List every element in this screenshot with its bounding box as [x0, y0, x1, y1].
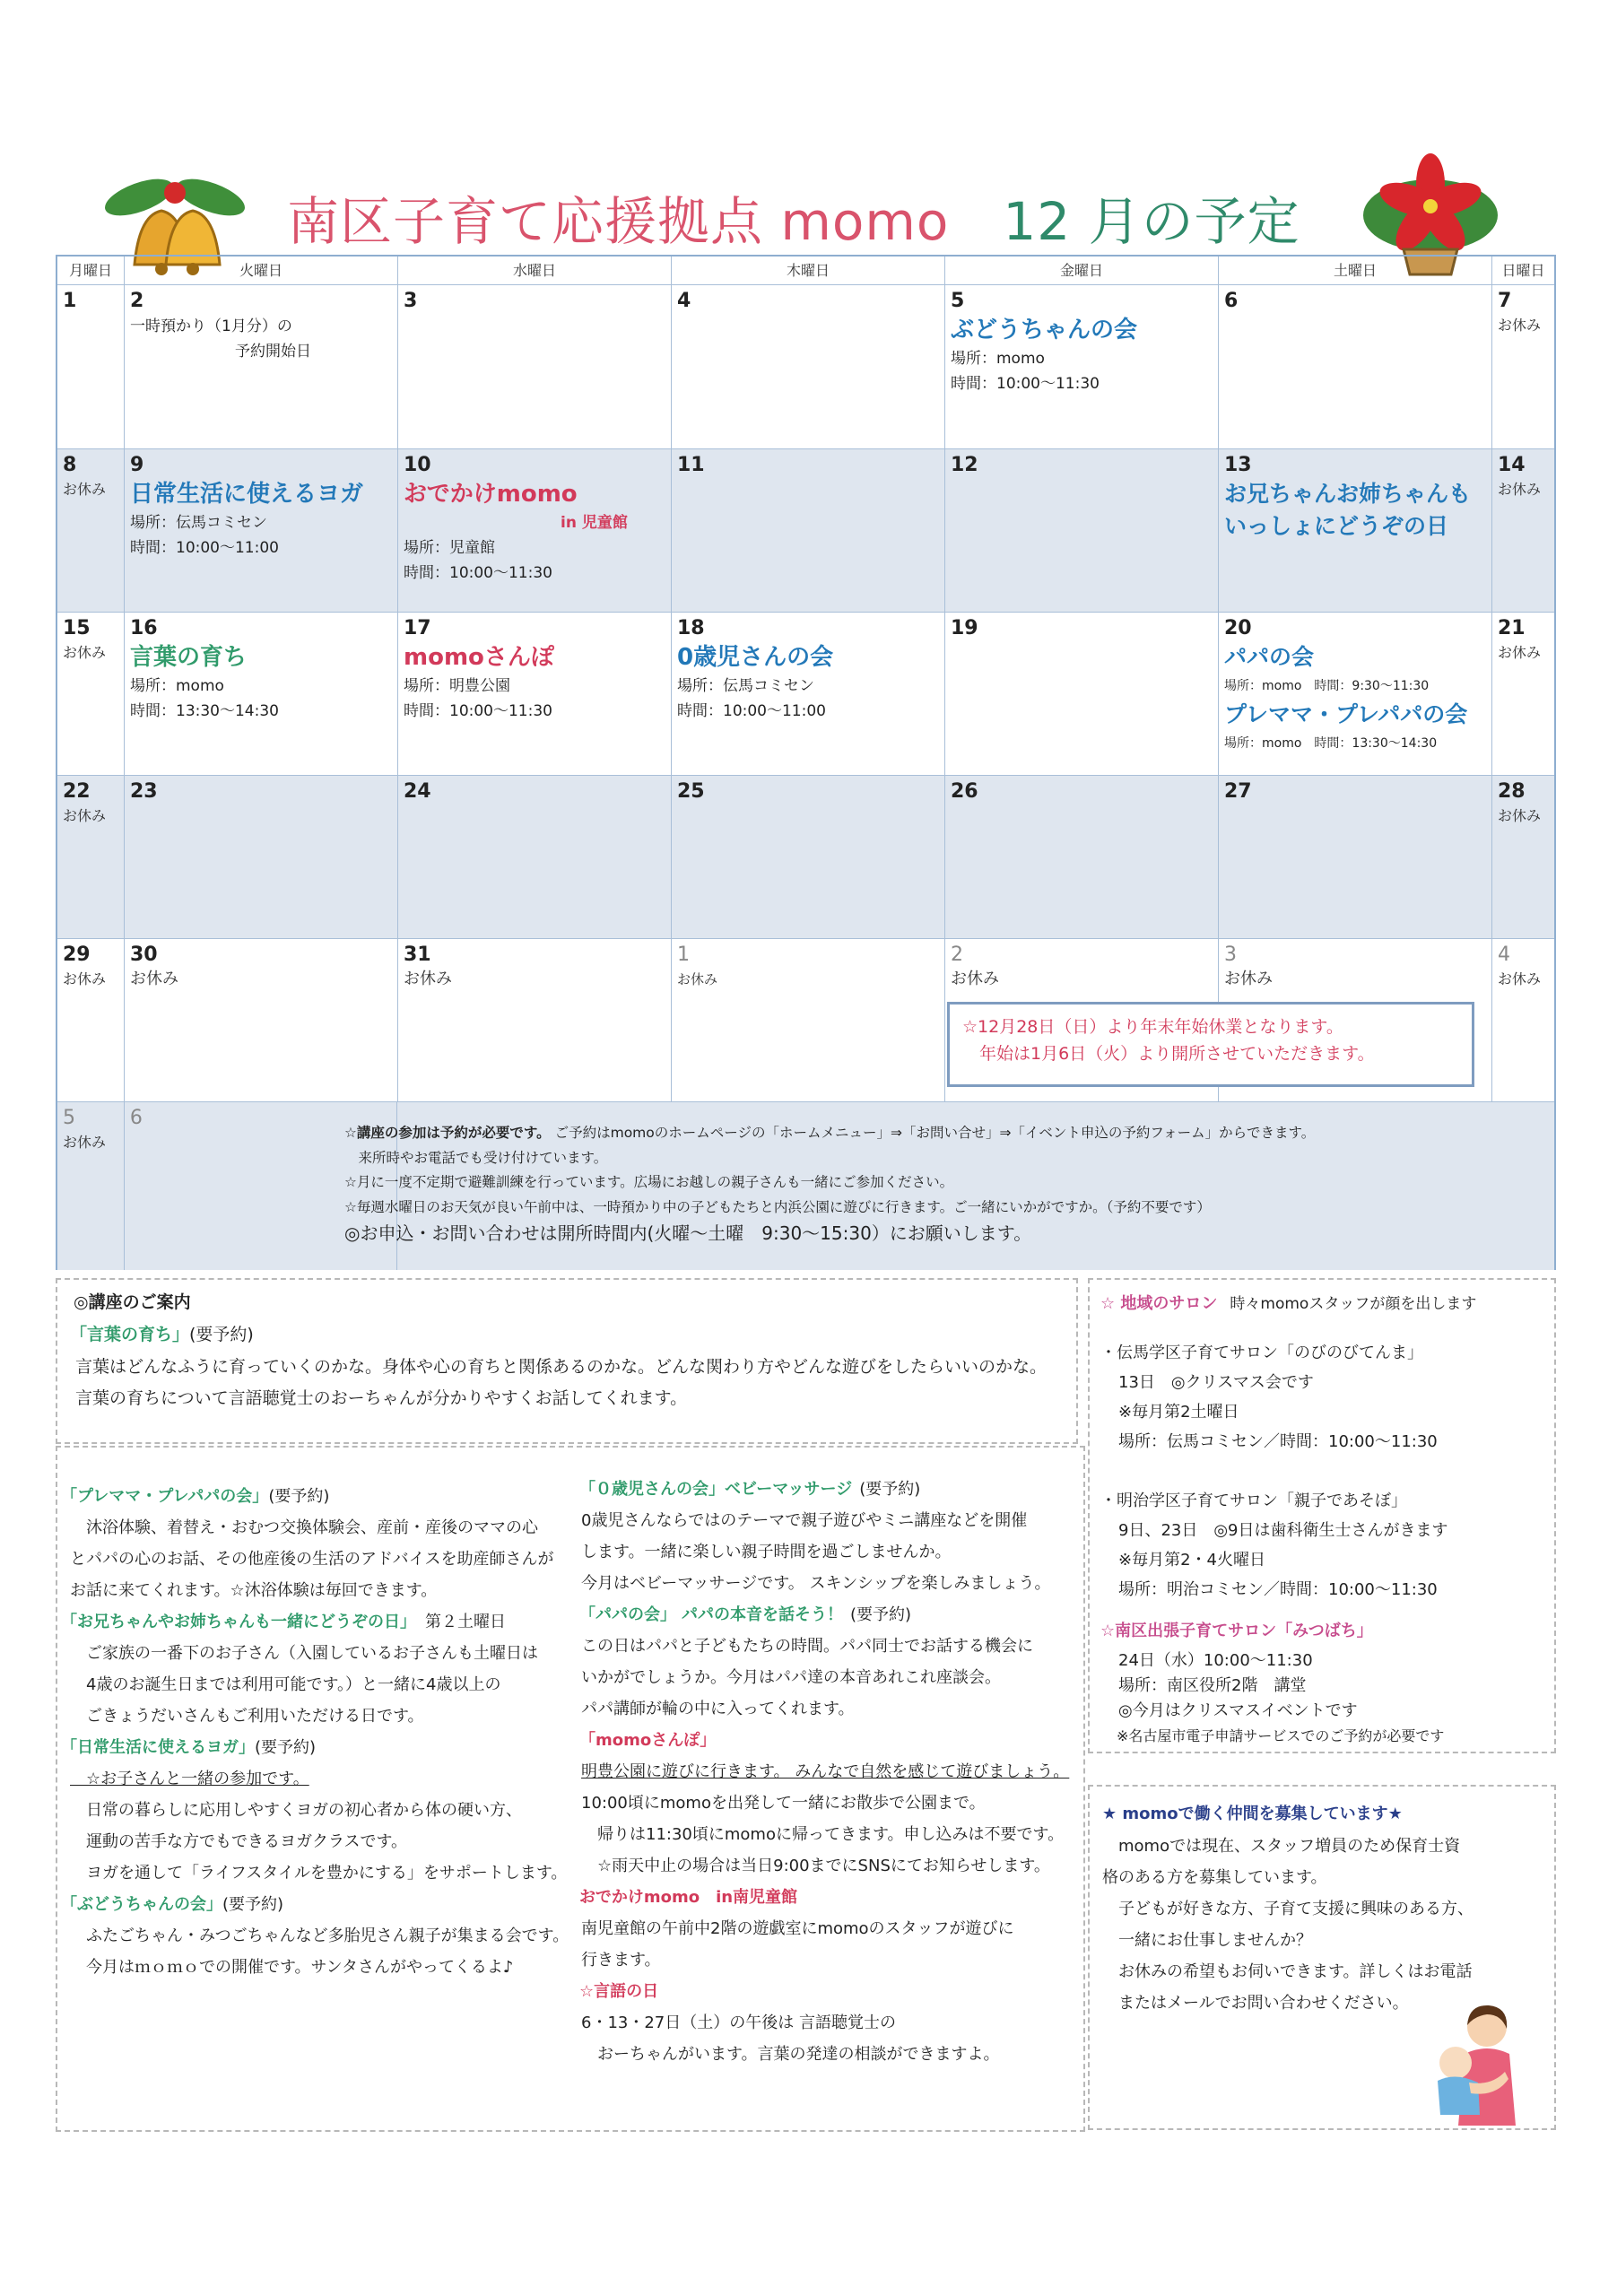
closed-label: お休み [63, 970, 107, 987]
budou-line: ふたごちゃん・みつごちゃんなど多胎児さん親子が集まる会です。 [70, 1926, 569, 1945]
closed-label: お休み [63, 1134, 107, 1151]
salon-line: 場所：伝馬コミセン／時間：10:00〜11:30 [1102, 1432, 1438, 1451]
day-number: 29 [63, 944, 91, 966]
day-number: 8 [63, 454, 77, 476]
event-time: 時間：10:00〜11:00 [677, 702, 826, 720]
day-cell [57, 285, 125, 449]
day-cell [398, 776, 672, 939]
closed-label: お休み [677, 971, 718, 987]
day-cell [672, 613, 945, 776]
calendar-grid [56, 255, 1556, 1270]
day-cell [57, 449, 125, 613]
day-number: 6 [1224, 290, 1239, 312]
salon-title: ☆南区出張子育てサロン「みつばち」 [1100, 1622, 1373, 1640]
day-number: 3 [1224, 944, 1237, 966]
reservation-note: ご予約はmomoのホームページの「ホームメニュー」⇒「お問い合せ」⇒「イベント申込の予約フォーム」からできます。 [550, 1125, 1316, 1141]
zero-subtitle: ベビーマッサージ [725, 1480, 853, 1499]
event-place: 場所：明豊公園 [404, 677, 510, 695]
reserve-tag: (要予約) [255, 1738, 317, 1757]
reserve-tag: (要予約) [268, 1487, 330, 1506]
day-number: 27 [1224, 780, 1252, 803]
event-place: 場所：伝馬コミセン [677, 677, 814, 695]
salon-title: ・伝馬学区子育てサロン「のびのびてんま」 [1100, 1344, 1423, 1362]
event-subtitle: in 児童館 [561, 514, 628, 532]
day-number: 14 [1498, 454, 1526, 476]
day-number: 3 [404, 290, 418, 312]
recruit-line: 一緒にお仕事しませんか？ [1102, 1931, 1312, 1950]
event-title: お兄ちゃんお姉ちゃんも [1224, 481, 1472, 507]
day-number: 31 [404, 944, 431, 966]
day-note: 一時預かり（1月分）の [130, 317, 292, 335]
day-number: 1 [677, 944, 690, 966]
weekday-header: 木曜日 [672, 257, 945, 285]
day-number: 4 [1498, 944, 1510, 966]
event-title: momoさんぽ [404, 644, 554, 671]
odekake-line: 南児童館の午前中2階の遊戯室にmomoのスタッフが遊びに [581, 1919, 1014, 1938]
event-time: 時間：10:00〜11:30 [951, 375, 1100, 393]
budou-line: 今月はｍｏｍｏでの開催です。サンタさんがやってくるよ♪ [70, 1958, 514, 1977]
day-note: 予約開始日 [220, 343, 311, 361]
calendar-week [57, 285, 1554, 449]
sanpo-line: 10:00頃にmomoを出発して一緒にお散歩で公園まで。 [581, 1794, 986, 1813]
weekday-header: 月曜日 [57, 257, 125, 285]
day-number: 16 [130, 617, 158, 639]
closed-label: お休み [404, 970, 452, 988]
day-cell [125, 939, 398, 1102]
zero-line: 0歳児さんならではのテーマで親子遊びやミニ講座などを開催 [581, 1511, 1028, 1530]
day-cell [1219, 613, 1492, 776]
day-number: 5 [63, 1107, 75, 1129]
parent-child-illustration [1415, 2000, 1532, 2126]
notice-line: 年始は1月6日（火）より開所させていただきます。 [962, 1044, 1375, 1064]
contact-note: ◎お申込・お問い合わせは開所時間内(火曜〜土曜 9:30〜15:30）にお願いします。 [344, 1222, 1032, 1244]
salon-line: 24日（水）10:00〜11:30 [1102, 1651, 1313, 1670]
day-cell [125, 449, 398, 613]
reserve-tag: (要予約) [222, 1895, 284, 1914]
event-detail: 場所：momo 時間：9:30〜11:30 [1224, 679, 1430, 693]
notice-line: ☆12月28日（日）より年末年始休業となります。 [962, 1017, 1343, 1037]
calendar-notes [344, 1121, 1492, 1247]
budou-title: 「ぶどうちゃんの会」 [61, 1895, 222, 1914]
day-number: 19 [951, 617, 978, 639]
day-number: 25 [677, 780, 705, 803]
event-title: ぶどうちゃんの会 [951, 317, 1138, 344]
event-title: いっしょにどうぞの日 [1224, 513, 1449, 539]
day-cell [945, 449, 1219, 613]
odekake-title: おでかけmomo in南児童館 [579, 1888, 798, 1907]
reservation-note-sub: 来所時やお電話でも受け付けています。 [344, 1149, 608, 1166]
day-number: 2 [130, 290, 144, 312]
reserve-tag: (要予約) [859, 1480, 921, 1499]
yoga-line: 運動の苦手な方でもできるヨガクラスです。 [70, 1832, 408, 1851]
day-cell [1492, 939, 1554, 1102]
schedule-tag: 第２土曜日 [425, 1613, 506, 1631]
day-number: 15 [63, 617, 91, 639]
premama-line: お話に来てくれます。☆沐浴体験は毎回できます。 [70, 1581, 438, 1600]
day-number: 30 [130, 944, 158, 966]
event-title: おでかけmomo [404, 481, 578, 508]
yoga-line: ☆お子さんと一緒の参加です。 [70, 1770, 309, 1788]
day-cell [57, 939, 125, 1102]
event-title: 言葉の育ち [130, 644, 248, 671]
day-number: 18 [677, 617, 705, 639]
closed-label: お休み [63, 644, 107, 661]
onii-title: 「お兄ちゃんやお姉ちゃんも一緒にどうぞの日」 [61, 1613, 416, 1631]
day-cell [1492, 449, 1554, 613]
sanpo-line: ☆雨天中止の場合は当日9:00までにSNSにてお知らせします。 [581, 1857, 1050, 1875]
onii-line: ごきょうだいさんもご利用いただける日です。 [70, 1707, 424, 1726]
park-note: ☆毎週水曜日のお天気が良い午前中は、一時預かり中の子どもたちと内浜公園に遊びに行きます。ご一緒にいかがですか。（予約不要です） [344, 1198, 1211, 1215]
papa-subtitle: パパの本音を話そう！ [682, 1605, 843, 1624]
day-cell [945, 776, 1219, 939]
weekday-header: 金曜日 [945, 257, 1219, 285]
closed-label: お休み [63, 481, 107, 498]
weekday-header: 土曜日 [1219, 257, 1492, 285]
day-cell [672, 939, 945, 1102]
calendar-week [57, 449, 1554, 613]
day-number: 4 [677, 290, 691, 312]
day-cell [672, 285, 945, 449]
event-title: パパの会 [1224, 644, 1315, 670]
recruit-heading: ★ momoで働く仲間を募集しています★ [1102, 1805, 1403, 1823]
gengo-title: ☆言語の日 [579, 1982, 659, 2001]
recruit-line: 子どもが好きな方、子育て支援に興味のある方、 [1102, 1900, 1474, 1918]
calendar-week [57, 613, 1554, 776]
salon-line: ※名古屋市電子申請サービスでのご予約が必要です [1102, 1727, 1445, 1744]
day-cell [398, 939, 672, 1102]
event-title: 0歳児さんの会 [677, 644, 834, 671]
closed-label: お休み [63, 807, 107, 824]
zero-line: 今月はベビーマッサージです。 スキンシップを楽しみましょう。 [581, 1574, 1051, 1593]
drill-note: ☆月に一度不定期で避難訓練を行っています。広場にお越しの親子さんも一緒にご参加ください。 [344, 1174, 954, 1190]
closed-label: お休み [1498, 644, 1542, 661]
day-number: 11 [677, 454, 705, 476]
recruit-line: お休みの希望もお伺いできます。詳しくはお電話 [1102, 1962, 1473, 1981]
day-number: 28 [1498, 780, 1526, 803]
reserve-tag: (要予約) [850, 1605, 912, 1624]
day-number: 5 [951, 290, 965, 312]
yoga-line: ヨガを通して「ライフスタイルを豊かにする」をサポートします。 [70, 1864, 568, 1883]
event-place: 場所：児童館 [404, 539, 495, 557]
day-cell [57, 613, 125, 776]
closed-label: お休み [1498, 317, 1542, 334]
papa-line: いかがでしょうか。今月はパパ達の本音あれこれ座談会。 [581, 1668, 1001, 1687]
yoga-title: 「日常生活に使えるヨガ」 [61, 1738, 255, 1757]
day-cell [945, 613, 1219, 776]
day-number: 13 [1224, 454, 1252, 476]
zero-line: します。一緒に楽しい親子時間を過ごしませんか。 [581, 1543, 952, 1561]
salon-line: 場所：南区役所2階 講堂 [1102, 1676, 1307, 1695]
salon-heading-tag: 時々momoスタッフが顔を出します [1230, 1295, 1477, 1313]
day-cell [398, 449, 672, 613]
recruit-line: またはメールでお問い合わせください。 [1102, 1994, 1409, 2013]
day-cell [1219, 285, 1492, 449]
recruit-line: momoでは現在、スタッフ増員のため保育士資 [1102, 1837, 1461, 1856]
day-number: 12 [951, 454, 978, 476]
kotoba-title: 「言葉の育ち」 [70, 1325, 190, 1344]
kotoba-line: 言葉の育ちについて言語聴覚士のおーちゃんが分かりやすくお話してくれます。 [75, 1388, 688, 1408]
day-cell [672, 449, 945, 613]
day-cell [1492, 285, 1554, 449]
day-cell [57, 1102, 125, 1270]
odekake-line: 行きます。 [581, 1951, 661, 1970]
event-place: 場所：momo [951, 350, 1045, 368]
weekday-header-row [57, 257, 1554, 285]
premama-line: 沐浴体験、着替え・おむつ交換体験会、産前・産後のママの心 [70, 1518, 538, 1537]
premama-line: とパパの心のお話、その他産後の生活のアドバイスを助産師さんが [70, 1550, 554, 1569]
event-title: 日常生活に使えるヨガ [130, 481, 364, 508]
day-cell [672, 776, 945, 939]
day-cell [398, 285, 672, 449]
day-cell [1492, 776, 1554, 939]
onii-line: ご家族の一番下のお子さん（入園しているお子さんも土曜日は [70, 1644, 538, 1663]
day-cell [398, 613, 672, 776]
day-number: 20 [1224, 617, 1252, 639]
event-title: プレママ・プレパパの会 [1224, 701, 1468, 727]
day-number: 10 [404, 454, 431, 476]
kotoba-line: 言葉はどんなふうに育っていくのかな。身体や心の育ちと関係あるのかな。どんな関わり方やどんな遊びをしたらいいのかな。 [75, 1357, 1048, 1377]
event-time: 時間：10:00〜11:30 [404, 564, 552, 582]
closed-label: お休み [130, 970, 178, 988]
title-text: 南区子育て応援拠点 momo [287, 191, 950, 252]
onii-line: 4歳のお誕生日までは利用可能です。）と一緒に4歳以上の [70, 1675, 501, 1694]
salon-line: ※毎月第2・4火曜日 [1102, 1551, 1265, 1570]
sanpo-title: 「momoさんぽ」 [579, 1731, 717, 1750]
day-cell [1492, 613, 1554, 776]
recruit-line: 格のある方を募集しています。 [1102, 1868, 1327, 1887]
salon-title: ・明治学区子育てサロン「親子であそぼ」 [1100, 1492, 1407, 1510]
day-number: 26 [951, 780, 978, 803]
papa-line: この日はパパと子どもたちの時間。パパ同士でお話する機会に [581, 1637, 1033, 1656]
course-intro-box [56, 1278, 1078, 1444]
salon-line: ※毎月第2土曜日 [1102, 1403, 1239, 1422]
event-place: 場所：momo [130, 677, 224, 695]
event-time: 時間：10:00〜11:30 [404, 702, 552, 720]
day-number: 23 [130, 780, 158, 803]
gengo-line: おーちゃんがいます。言葉の発達の相談ができますよ。 [581, 2045, 1000, 2064]
yoga-line: 日常の暮らしに応用しやすくヨガの初心者から体の硬い方、 [70, 1801, 522, 1820]
day-number: 6 [129, 1107, 143, 1129]
day-cell [125, 613, 398, 776]
day-cell [125, 285, 398, 449]
day-cell [125, 776, 398, 939]
closed-label: お休み [1498, 970, 1542, 987]
calendar-week [57, 776, 1554, 939]
month-title: 12 月の予定 [1003, 191, 1300, 252]
premama-title: 「プレママ・プレパパの会」 [61, 1487, 269, 1506]
day-cell [57, 776, 125, 939]
salon-box [1088, 1278, 1556, 1753]
day-cell [1219, 449, 1492, 613]
day-number: 1 [63, 290, 77, 312]
salon-line: 13日 ◎クリスマス会です [1102, 1373, 1314, 1392]
weekday-header: 火曜日 [125, 257, 398, 285]
reservation-note-bold: ☆講座の参加は予約が必要です。 [344, 1125, 551, 1141]
course-heading: ◎講座のご案内 [74, 1292, 191, 1312]
salon-line: ◎今月はクリスマスイベントです [1102, 1701, 1358, 1720]
day-number: 22 [63, 780, 91, 803]
reserve-tag: (要予約) [189, 1325, 254, 1344]
sanpo-line: 明豊公園に遊びに行きます。 みんなで自然を感じて遊びましょう。 [581, 1762, 1070, 1781]
day-number: 17 [404, 617, 431, 639]
weekday-header: 日曜日 [1492, 257, 1554, 285]
holiday-notice [947, 1002, 1474, 1087]
day-number: 21 [1498, 617, 1526, 639]
day-number: 2 [951, 944, 963, 966]
salon-line: 9日、23日 ◎9日は歯科衛生士さんがきます [1102, 1521, 1448, 1540]
day-cell [1219, 776, 1492, 939]
page-title [287, 179, 1300, 255]
day-number: 7 [1498, 290, 1512, 312]
zero-title: 「０歳児さんの会」 [579, 1480, 725, 1499]
day-number: 9 [130, 454, 144, 476]
course-detail-box [56, 1446, 1085, 2132]
closed-label: お休み [1498, 481, 1542, 498]
sanpo-line: 帰りは11:30頃にmomoに帰ってきます。申し込みは不要です。 [581, 1825, 1065, 1844]
weekday-header: 水曜日 [398, 257, 672, 285]
event-time: 時間：13:30〜14:30 [130, 702, 279, 720]
closed-label: お休み [1224, 970, 1273, 988]
gengo-line: 6・13・27日（土）の午後は 言語聴覚士の [581, 2013, 896, 2032]
papa-title: 「パパの会」 [579, 1605, 676, 1624]
day-number: 24 [404, 780, 431, 803]
salon-heading: ☆ 地域のサロン [1100, 1294, 1218, 1313]
event-detail: 場所：momo 時間：13:30〜14:30 [1224, 736, 1438, 751]
papa-line: パパ講師が輪の中に入ってくれます。 [581, 1700, 855, 1718]
event-place: 場所：伝馬コミセン [130, 514, 267, 532]
day-cell [945, 285, 1219, 449]
event-time: 時間：10:00〜11:00 [130, 539, 279, 557]
salon-line: 場所：明治コミセン／時間：10:00〜11:30 [1102, 1580, 1438, 1599]
closed-label: お休み [951, 970, 999, 988]
closed-label: お休み [1498, 807, 1542, 824]
